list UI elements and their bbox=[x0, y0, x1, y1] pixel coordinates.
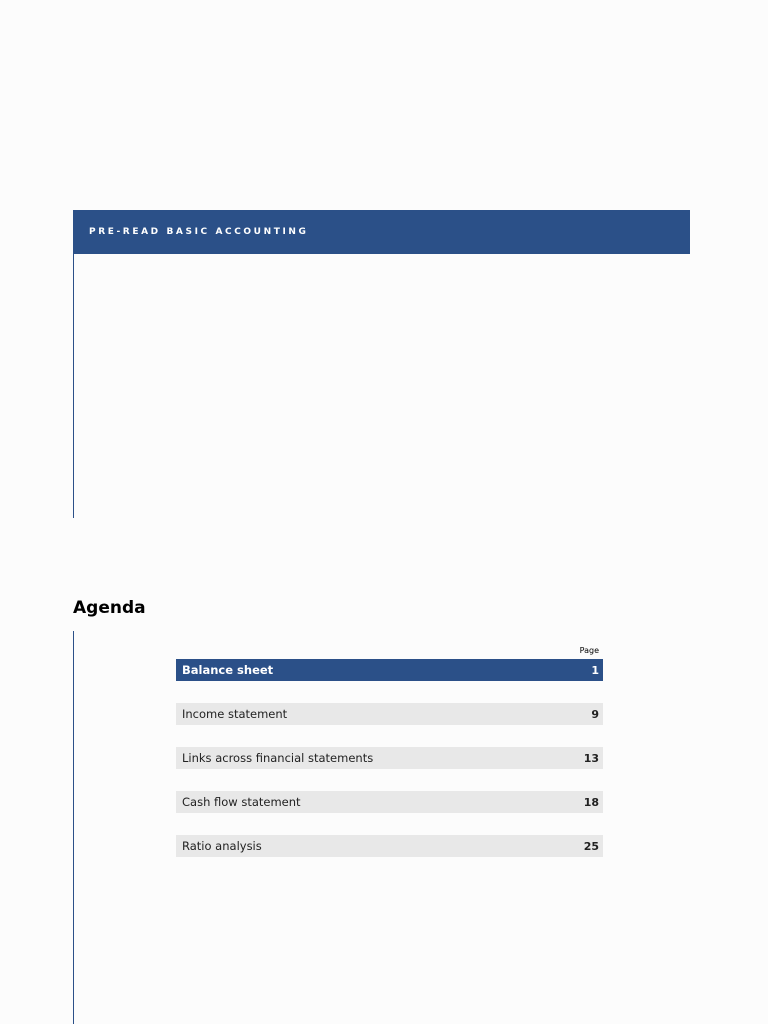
agenda-item-balance-sheet[interactable] bbox=[176, 659, 603, 681]
agenda-item-label: Cash flow statement bbox=[182, 795, 301, 809]
page-column-label: Page bbox=[579, 646, 599, 655]
agenda-item-links-across-financial-statements[interactable] bbox=[176, 747, 603, 769]
document-title: PRE-READ BASIC ACCOUNTING bbox=[89, 227, 309, 237]
agenda-item-ratio-analysis[interactable] bbox=[176, 835, 603, 857]
agenda-item-page: 18 bbox=[583, 795, 599, 809]
left-rule-bottom bbox=[73, 631, 74, 1024]
agenda-item-page: 9 bbox=[591, 707, 599, 721]
agenda-item-label: Income statement bbox=[182, 707, 288, 721]
agenda-heading: Agenda bbox=[73, 598, 146, 618]
agenda-item-label: Links across financial statements bbox=[182, 751, 374, 765]
agenda-item-page: 13 bbox=[583, 751, 599, 765]
agenda-item-label: Balance sheet bbox=[182, 663, 274, 677]
agenda-item-cash-flow-statement[interactable] bbox=[176, 791, 603, 813]
agenda-item-page: 25 bbox=[583, 839, 599, 853]
agenda-item-income-statement[interactable] bbox=[176, 703, 603, 725]
agenda-item-page: 1 bbox=[591, 663, 599, 677]
left-rule-top bbox=[73, 254, 74, 518]
header-band bbox=[73, 210, 690, 254]
agenda-item-label: Ratio analysis bbox=[182, 839, 262, 853]
agenda-list bbox=[176, 659, 603, 879]
